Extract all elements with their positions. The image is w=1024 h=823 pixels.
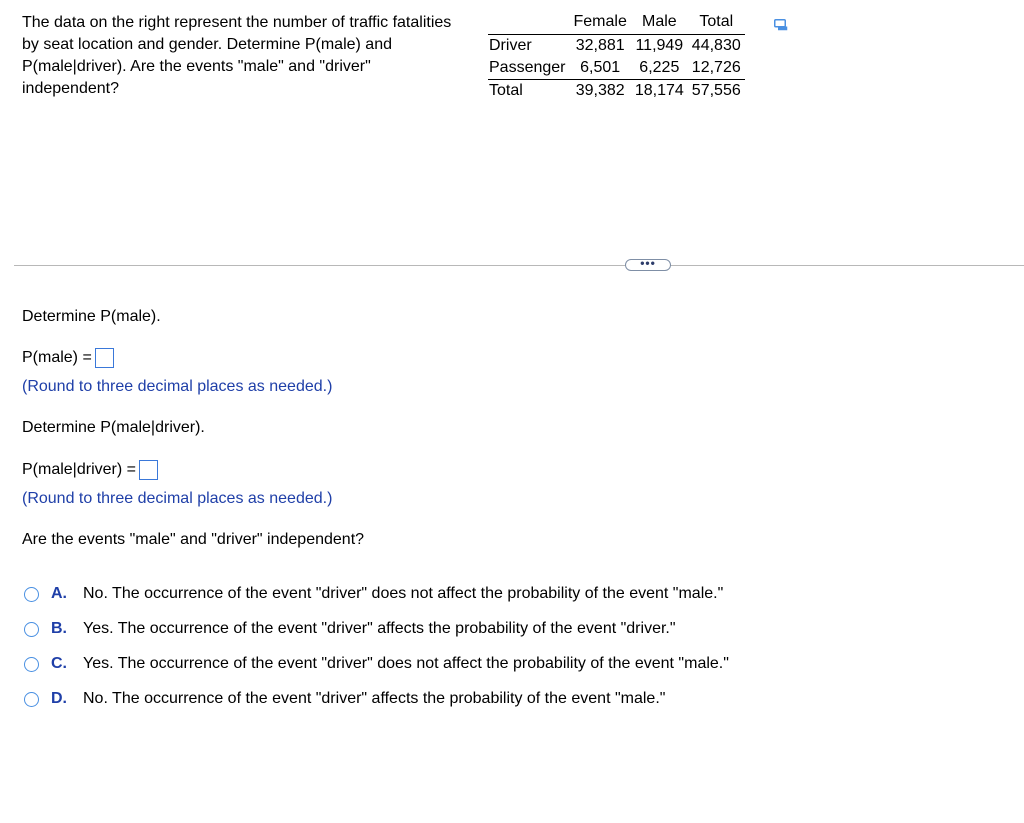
radio-button[interactable] xyxy=(24,692,39,707)
table-cell: 32,881 xyxy=(575,37,625,54)
problem-statement: The data on the right represent the number of traffic fatalities by seat location and gender. Determine P(male) and P(male|driver). Are the events "male" and "driver" independent? xyxy=(22,14,452,97)
choice-letter: B. xyxy=(51,620,67,637)
table-cell: 39,382 xyxy=(575,82,625,99)
table-row-driver xyxy=(488,35,745,58)
answer-input-p-male-given-driver[interactable] xyxy=(139,460,158,480)
answer-label-p-male: P(male) = xyxy=(22,349,92,366)
choice-text: No. The occurrence of the event "driver" affects the probability of the event "male." xyxy=(83,690,666,707)
data-table-container xyxy=(488,11,745,102)
answer-label-p-male-given-driver: P(male|driver) = xyxy=(22,461,136,478)
choice-text: Yes. The occurrence of the event "driver" does not affect the probability of the event "male." xyxy=(83,655,729,672)
table-header-female: Female xyxy=(573,13,627,30)
table-row-total xyxy=(488,80,745,103)
table-cell: 12,726 xyxy=(691,59,741,76)
section-divider xyxy=(14,265,1024,266)
copy-icon[interactable] xyxy=(774,18,788,30)
radio-button[interactable] xyxy=(24,622,39,637)
choice-letter: A. xyxy=(51,585,67,602)
table-cell: 18,174 xyxy=(634,82,684,99)
rounding-hint: (Round to three decimal places as needed.) xyxy=(22,490,333,507)
choice-letter: D. xyxy=(51,690,67,707)
question-p-male: Determine P(male). xyxy=(22,308,161,325)
choice-a[interactable] xyxy=(24,583,723,605)
table-cell: 11,949 xyxy=(635,37,684,54)
fatalities-table xyxy=(488,11,745,102)
table-cell: 6,225 xyxy=(639,59,680,76)
table-row-passenger xyxy=(488,57,745,80)
answer-line-p-male xyxy=(22,347,114,369)
table-cell: 57,556 xyxy=(691,82,741,99)
row-label-total: Total xyxy=(489,82,523,99)
choice-c[interactable] xyxy=(24,653,729,675)
choice-b[interactable] xyxy=(24,618,676,640)
row-label-passenger: Passenger xyxy=(489,59,566,76)
table-header-total: Total xyxy=(699,13,734,30)
table-header-row xyxy=(488,11,745,35)
table-header-male: Male xyxy=(641,13,677,30)
choice-text: Yes. The occurrence of the event "driver" affects the probability of the event "driver." xyxy=(83,620,676,637)
table-header-corner xyxy=(488,11,570,35)
radio-button[interactable] xyxy=(24,657,39,672)
table-cell: 6,501 xyxy=(580,59,621,76)
question-independence: Are the events "male" and "driver" independent? xyxy=(22,531,365,548)
choice-letter: C. xyxy=(51,655,67,672)
rounding-hint: (Round to three decimal places as needed.) xyxy=(22,378,333,395)
question-p-male-given-driver: Determine P(male|driver). xyxy=(22,419,205,436)
answer-line-p-male-given-driver xyxy=(22,459,158,481)
table-cell: 44,830 xyxy=(691,37,741,54)
answer-input-p-male[interactable] xyxy=(95,348,114,368)
choice-text: No. The occurrence of the event "driver" does not affect the probability of the event "male." xyxy=(83,585,724,602)
expand-more-button[interactable]: ••• xyxy=(625,259,671,271)
row-label-driver: Driver xyxy=(489,37,532,54)
choice-d[interactable] xyxy=(24,688,665,710)
radio-button[interactable] xyxy=(24,587,39,602)
